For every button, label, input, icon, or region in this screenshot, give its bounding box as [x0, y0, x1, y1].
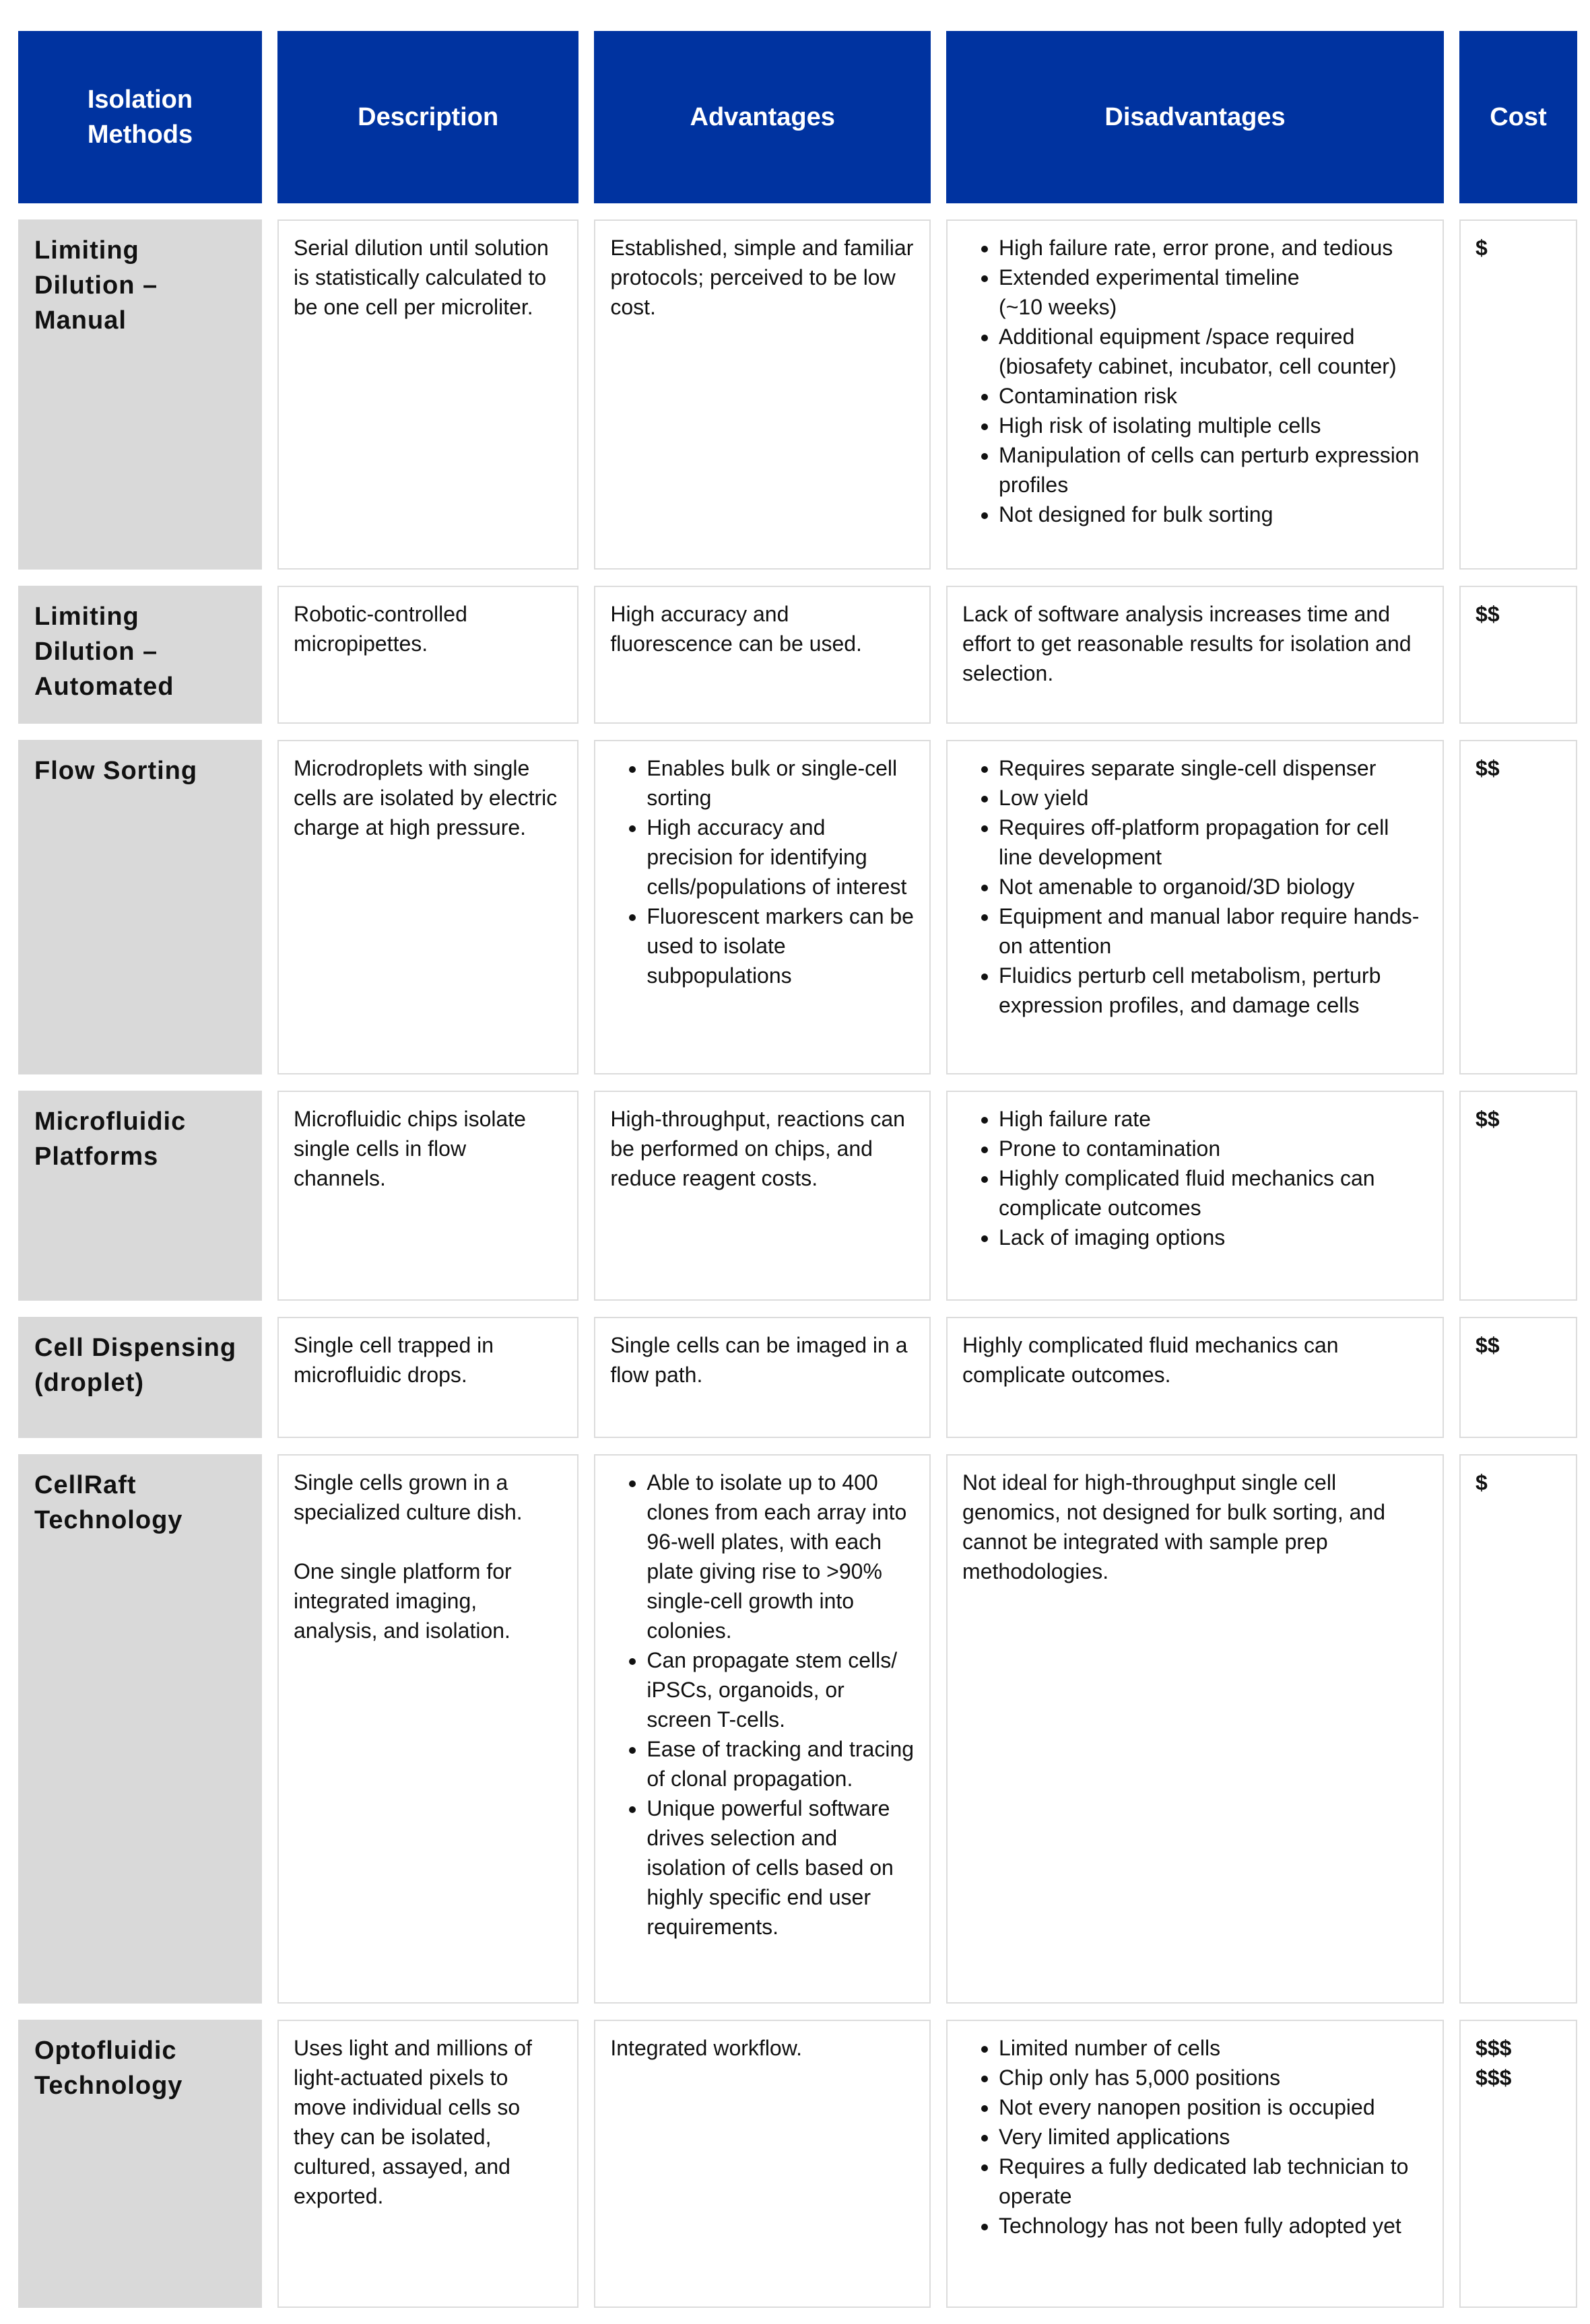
advantages-cell: [594, 2020, 931, 2308]
bullet-item: • Additional equipment /space required (biosafety cabinet, incubator, cell counter): [999, 322, 1428, 381]
bullet-item: • Requires separate single-cell dispenser: [999, 753, 1428, 783]
table-body: [18, 219, 1577, 2308]
description-text: Microdroplets with single cells are isolated by electric charge at high pressure.: [293, 756, 558, 840]
cost-text: $: [1476, 1470, 1488, 1495]
bullet-item: • Limited number of cells: [999, 2033, 1428, 2063]
method-text: Flow Sorting: [34, 757, 198, 785]
bullet-item: • Not amenable to organoid/3D biology: [999, 872, 1428, 901]
bullet-item: • Unique powerful software drives selection and isolation of cells based on highly specific end user requirements.: [647, 1793, 915, 1942]
bullet-list: [962, 753, 1428, 1020]
bullet-list: [962, 1104, 1428, 1252]
description-text: Uses light and millions of light-actuated pixels to move individual cells so they can be isolated, cultured, assayed, and exported.: [293, 2036, 532, 2208]
description-text: Single cells grown in a specialized culture dish. One single platform for integrated imaging, analysis, and isolation.: [293, 1470, 523, 1643]
advantages-cell: [594, 586, 931, 724]
header-disadvantages: Disadvantages: [946, 31, 1444, 203]
header-description: Description: [277, 31, 578, 203]
description-cell: [277, 219, 578, 570]
header-isolation-methods: Isolation Methods: [18, 31, 262, 203]
bullet-item: • High risk of isolating multiple cells: [999, 411, 1428, 440]
disadvantages-cell: [946, 2020, 1444, 2308]
method-cell: [18, 2020, 262, 2308]
description-text: Serial dilution until solution is statistically calculated to be one cell per microliter.: [293, 236, 549, 319]
cost-cell: [1459, 1091, 1577, 1301]
bullet-item: • Enables bulk or single-cell sorting: [647, 753, 915, 813]
bullet-list: [610, 1468, 915, 1942]
description-cell: [277, 2020, 578, 2308]
bullet-item: • Contamination risk: [999, 381, 1428, 411]
bullet-item: • Ease of tracking and tracing of clonal propagation.: [647, 1734, 915, 1793]
disadvantages-cell: [946, 586, 1444, 724]
method-cell: [18, 740, 262, 1074]
advantages-cell: [594, 1091, 931, 1301]
bullet-item: • Not designed for bulk sorting: [999, 500, 1428, 529]
cost-text: $: [1476, 236, 1488, 260]
method-cell: [18, 219, 262, 570]
bullet-item: • Highly complicated fluid mechanics can complicate outcomes: [999, 1163, 1428, 1223]
bullet-item: • Not every nanopen position is occupied: [999, 2092, 1428, 2122]
bullet-item: • High failure rate, error prone, and tedious: [999, 233, 1428, 263]
description-cell: [277, 1091, 578, 1301]
description-cell: [277, 586, 578, 724]
cost-text: $$: [1476, 1107, 1500, 1131]
disadvantages-cell: [946, 219, 1444, 570]
bullet-item: • Equipment and manual labor require hands-on attention: [999, 901, 1428, 961]
advantages-text: High-throughput, reactions can be performed on chips, and reduce reagent costs.: [610, 1107, 905, 1190]
bullet-item: • Technology has not been fully adopted yet: [999, 2211, 1428, 2241]
bullet-item: • Able to isolate up to 400 clones from each array into 96-well plates, with each plate giving rise to >90% single-cell growth into colonies.: [647, 1468, 915, 1645]
disadvantages-text: Lack of software analysis increases time and effort to get reasonable results for isolation and selection.: [962, 602, 1412, 685]
description-cell: [277, 740, 578, 1074]
bullet-item: • Can propagate stem cells/ iPSCs, organoids, or screen T-cells.: [647, 1645, 915, 1734]
bullet-item: • Requires off-platform propagation for cell line development: [999, 813, 1428, 872]
advantages-text: Established, simple and familiar protocols; perceived to be low cost.: [610, 236, 914, 319]
bullet-item: • Lack of imaging options: [999, 1223, 1428, 1252]
bullet-item: • Extended experimental timeline (~10 weeks): [999, 263, 1428, 322]
method-text: Limiting Dilution – Automated: [34, 603, 174, 701]
bullet-item: • High failure rate: [999, 1104, 1428, 1134]
cost-cell: [1459, 219, 1577, 570]
cost-text: $$: [1476, 1333, 1500, 1357]
disadvantages-cell: [946, 1091, 1444, 1301]
cost-cell: [1459, 1317, 1577, 1438]
method-cell: [18, 1454, 262, 2004]
advantages-text: Single cells can be imaged in a flow path.: [610, 1333, 908, 1387]
bullet-item: • Fluorescent markers can be used to isolate subpopulations: [647, 901, 915, 990]
header-advantages: Advantages: [594, 31, 931, 203]
header-cost: Cost: [1459, 31, 1577, 203]
disadvantages-text: Highly complicated fluid mechanics can complicate outcomes.: [962, 1333, 1339, 1387]
cost-text: $$: [1476, 756, 1500, 780]
description-text: Single cell trapped in microfluidic drops.: [293, 1333, 494, 1387]
bullet-item: • Prone to contamination: [999, 1134, 1428, 1163]
cost-text: $$$ $$$: [1476, 2036, 1512, 2090]
table-row: [18, 1317, 1577, 1438]
description-text: Robotic-controlled micropipettes.: [293, 602, 467, 656]
table-row: [18, 586, 1577, 724]
bullet-item: • Fluidics perturb cell metabolism, perturb expression profiles, and damage cells: [999, 961, 1428, 1020]
isolation-methods-table: [3, 15, 1590, 2324]
method-cell: [18, 1317, 262, 1438]
table-row: [18, 740, 1577, 1074]
method-text: CellRaft Technology: [34, 1471, 183, 1534]
bullet-item: • Chip only has 5,000 positions: [999, 2063, 1428, 2092]
disadvantages-text: Not ideal for high-throughput single cell genomics, not designed for bulk sorting, and cannot be integrated with sample prep methodologies.: [962, 1470, 1385, 1583]
cost-cell: [1459, 586, 1577, 724]
table-row: [18, 1091, 1577, 1301]
bullet-list: [962, 233, 1428, 529]
bullet-item: • Manipulation of cells can perturb expression profiles: [999, 440, 1428, 500]
advantages-cell: [594, 219, 931, 570]
method-text: Optofluidic Technology: [34, 2037, 183, 2100]
advantages-text: Integrated workflow.: [610, 2036, 802, 2060]
header-row: [18, 31, 1577, 203]
advantages-cell: [594, 1317, 931, 1438]
disadvantages-cell: [946, 740, 1444, 1074]
disadvantages-cell: [946, 1317, 1444, 1438]
cost-cell: [1459, 740, 1577, 1074]
bullet-item: • Very limited applications: [999, 2122, 1428, 2152]
method-text: Limiting Dilution – Manual: [34, 236, 158, 335]
description-cell: [277, 1454, 578, 2004]
bullet-item: • Low yield: [999, 783, 1428, 813]
advantages-cell: [594, 740, 931, 1074]
cost-cell: [1459, 2020, 1577, 2308]
advantages-cell: [594, 1454, 931, 2004]
method-text: Microfluidic Platforms: [34, 1107, 187, 1171]
table-row: [18, 2020, 1577, 2308]
method-cell: [18, 1091, 262, 1301]
bullet-list: [962, 2033, 1428, 2241]
bullet-list: [610, 753, 915, 990]
bullet-item: • High accuracy and precision for identifying cells/populations of interest: [647, 813, 915, 901]
cost-cell: [1459, 1454, 1577, 2004]
advantages-text: High accuracy and fluorescence can be used.: [610, 602, 862, 656]
bullet-item: • Requires a fully dedicated lab technician to operate: [999, 2152, 1428, 2211]
description-text: Microfluidic chips isolate single cells in flow channels.: [293, 1107, 526, 1190]
table-row: [18, 219, 1577, 570]
description-cell: [277, 1317, 578, 1438]
method-text: Cell Dispensing (droplet): [34, 1334, 237, 1397]
table-row: [18, 1454, 1577, 2004]
method-cell: [18, 586, 262, 724]
disadvantages-cell: [946, 1454, 1444, 2004]
cost-text: $$: [1476, 602, 1500, 626]
